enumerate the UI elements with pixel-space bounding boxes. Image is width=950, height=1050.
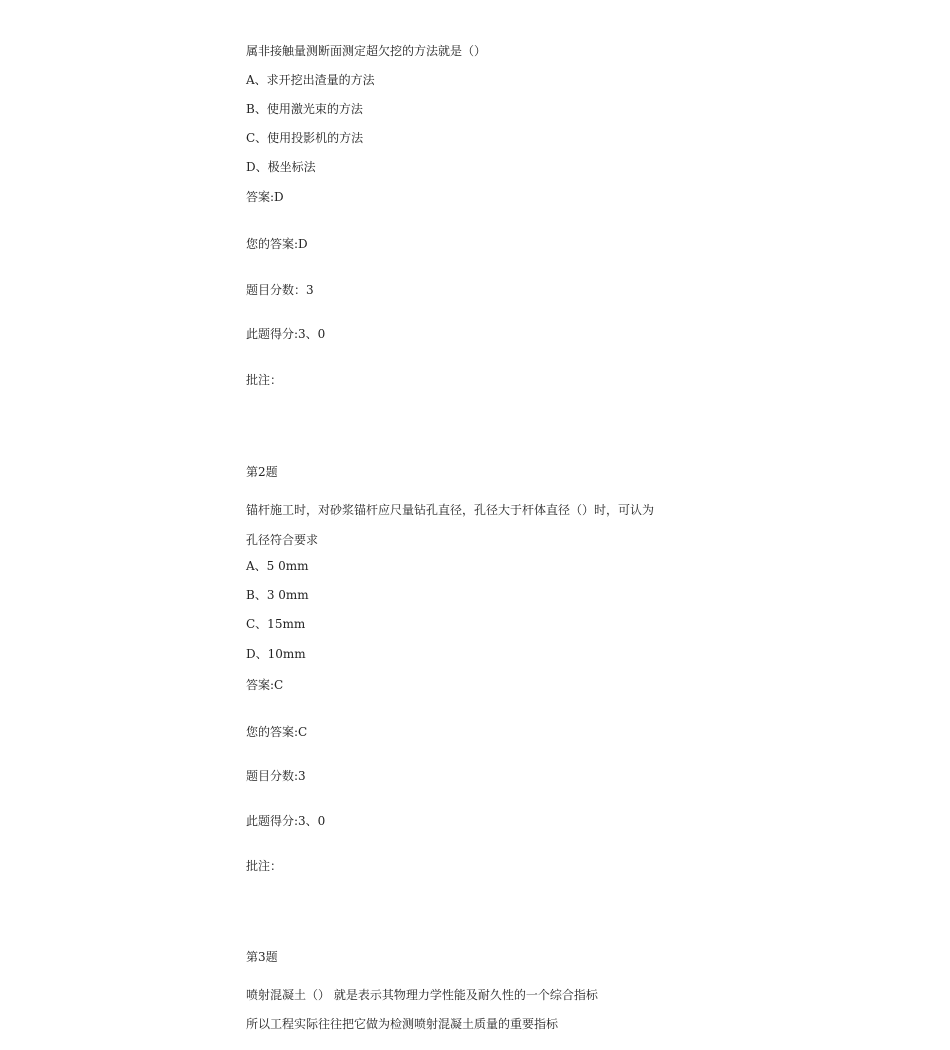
q3-title: 第3题 (246, 950, 278, 964)
q1-score: 题目分数：3 (246, 283, 314, 297)
q1-earned: 此题得分:3、0 (246, 327, 326, 341)
q2-your-answer: 您的答案:C (246, 725, 308, 739)
q1-option-a: A、求开挖出渣量的方法 (246, 73, 375, 87)
q2-earned: 此题得分:3、0 (246, 814, 326, 828)
q1-stem: 属非接触量测断面测定超欠挖的方法就是（） (246, 44, 487, 58)
q2-score: 题目分数:3 (246, 769, 306, 783)
q2-option-d: D、10mm (246, 647, 306, 661)
q1-option-b: B、使用激光束的方法 (246, 102, 363, 116)
q1-answer: 答案:D (246, 190, 284, 204)
q2-title: 第2题 (246, 465, 278, 479)
q3-stem-line2: 所以工程实际往往把它做为检测喷射混凝土质量的重要指标 (246, 1017, 559, 1031)
q2-option-c: C、15mm (246, 617, 306, 631)
q2-comment: 批注： (246, 859, 283, 873)
q1-option-d: D、极坐标法 (246, 160, 316, 174)
q1-your-answer: 您的答案:D (246, 237, 308, 251)
q2-option-a: A、5 0mm (246, 559, 309, 573)
q3-stem-line1: 喷射混凝土（） 就是表示其物理力学性能及耐久性的一个综合指标 (246, 988, 598, 1002)
q2-stem-line1: 锚杆施工时，对砂浆锚杆应尺量钻孔直径，孔径大于杆体直径（）时，可认为 (246, 503, 655, 517)
q2-stem-line2: 孔径符合要求 (246, 533, 319, 547)
q2-option-b: B、3 0mm (246, 588, 309, 602)
q1-comment: 批注： (246, 373, 283, 387)
q1-option-c: C、使用投影机的方法 (246, 131, 364, 145)
q2-answer: 答案:C (246, 678, 284, 692)
